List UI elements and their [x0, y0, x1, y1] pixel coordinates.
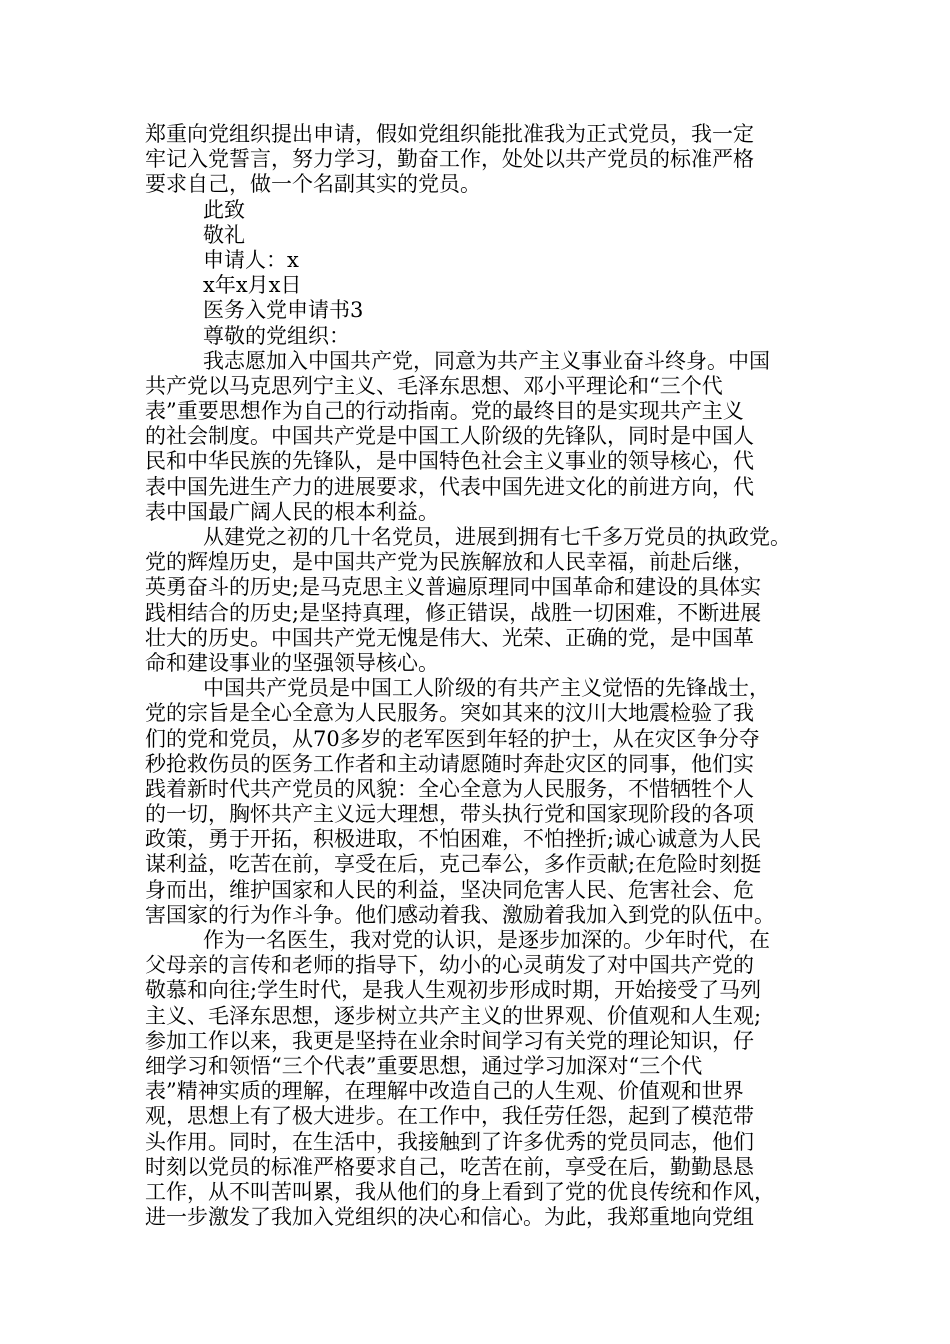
paragraph-line: 身而出，维护国家和人民的利益，坚决同危害人民、危害社会、危: [145, 877, 754, 902]
paragraph-line: 表中国先进生产力的进展要求，代表中国先进文化的前进方向，代: [145, 474, 754, 499]
paragraph-line-indented: 医务入党申请书3: [203, 298, 364, 323]
paragraph-line: 参加工作以来，我更是坚持在业余时间学习有关党的理论知识，仔: [145, 1028, 754, 1053]
paragraph-line: 壮大的历史。中国共产党无愧是伟大、光荣、正确的党，是中国革: [145, 625, 754, 650]
paragraph-line: 表中国最广阔人民的根本利益。: [145, 499, 439, 524]
paragraph-line: 们的党和党员，从70多岁的老军医到年轻的护士，从在灾区争分夺: [145, 726, 760, 751]
paragraph-line-indented: 作为一名医生，我对党的认识，是逐步加深的。少年时代，在: [203, 928, 770, 952]
paragraph-line: 政策，勇于开拓，积极进取，不怕困难，不怕挫折;诚心诚意为人民: [145, 827, 762, 852]
paragraph-line-indented: 申请人：x: [203, 247, 299, 272]
paragraph-line: 细学习和领悟“三个代表”重要思想，通过学习加深对“三个代: [145, 1053, 703, 1078]
paragraph-line: 英勇奋斗的历史;是马克思主义普遍原理同中国革命和建设的具体实: [145, 575, 762, 600]
paragraph-line: 民和中华民族的先锋队，是中国特色社会主义事业的领导核心，代: [145, 449, 754, 474]
paragraph-line: 共产党以马克思列宁主义、毛泽东思想、邓小平理论和“三个代: [145, 373, 723, 398]
paragraph-line-indented: 我志愿加入中国共产党，同意为共产主义事业奋斗终身。中国: [203, 348, 770, 373]
paragraph-line: 郑重向党组织提出申请，假如党组织能批准我为正式党员，我一定: [145, 122, 754, 146]
paragraph-line: 秒抢救伤员的医务工作者和主动请愿随时奔赴灾区的同事，他们实: [145, 751, 754, 776]
paragraph-line: 的一切，胸怀共产主义远大理想，带头执行党和国家现阶段的各项: [145, 802, 754, 827]
paragraph-line-indented: 尊敬的党组织：: [203, 323, 350, 348]
paragraph-line: 要求自己，做一个名副其实的党员。: [145, 172, 481, 197]
paragraph-line-indented: 中国共产党员是中国工人阶级的有共产主义觉悟的先锋战士，: [203, 676, 770, 701]
paragraph-line: 谋利益，吃苦在前，享受在后，克己奉公，多作贡献;在危险时刻挺: [145, 852, 762, 877]
paragraph-line: 党的辉煌历史，是中国共产党为民族解放和人民幸福，前赴后继，: [145, 550, 754, 575]
paragraph-line-indented: 敬礼: [203, 222, 245, 247]
paragraph-line: 的社会制度。中国共产党是中国工人阶级的先锋队，同时是中国人: [145, 424, 754, 449]
paragraph-line-indented: 此致: [203, 197, 245, 222]
paragraph-line-indented: 从建党之初的几十名党员，进展到拥有七千多万党员的执政党。: [203, 525, 791, 549]
paragraph-line: 害国家的行为作斗争。他们感动着我、激励着我加入到党的队伍中。: [145, 902, 775, 927]
paragraph-line: 父母亲的言传和老师的指导下，幼小的心灵萌发了对中国共产党的: [145, 953, 754, 978]
paragraph-line: 工作，从不叫苦叫累，我从他们的身上看到了党的优良传统和作风，: [145, 1179, 775, 1204]
paragraph-line: 头作用。同时，在生活中，我接触到了许多优秀的党员同志，他们: [145, 1129, 754, 1154]
paragraph-line: 敬慕和向往;学生时代，是我人生观初步形成时期，开始接受了马列: [145, 978, 762, 1003]
paragraph-line: 践着新时代共产党员的风貌：全心全意为人民服务，不惜牺牲个人: [145, 776, 754, 801]
paragraph-line: 党的宗旨是全心全意为人民服务。突如其来的汶川大地震检验了我: [145, 701, 754, 726]
paragraph-line: 命和建设事业的坚强领导核心。: [145, 650, 439, 675]
paragraph-line: 表”重要思想作为自己的行动指南。党的最终目的是实现共产主义: [145, 399, 744, 424]
paragraph-line: 牢记入党誓言，努力学习，勤奋工作，处处以共产党员的标准严格: [145, 147, 754, 172]
paragraph-line: 主义、毛泽东思想，逐步树立共产主义的世界观、价值观和人生观;: [145, 1003, 762, 1028]
paragraph-line: 践相结合的历史;是坚持真理，修正错误，战胜一切困难，不断进展: [145, 600, 762, 625]
paragraph-line: 进一步激发了我加入党组织的决心和信心。为此，我郑重地向党组: [145, 1205, 754, 1230]
paragraph-line: 观，思想上有了极大进步。在工作中，我任劳任怨，起到了模范带: [145, 1104, 754, 1129]
paragraph-line: 表”精神实质的理解，在理解中改造自己的人生观、价值观和世界: [145, 1079, 744, 1104]
paragraph-line-indented: x年x月x日: [203, 273, 302, 298]
paragraph-line: 时刻以党员的标准严格要求自己，吃苦在前，享受在后，勤勤恳恳: [145, 1154, 754, 1179]
document-body: [145, 122, 820, 1230]
